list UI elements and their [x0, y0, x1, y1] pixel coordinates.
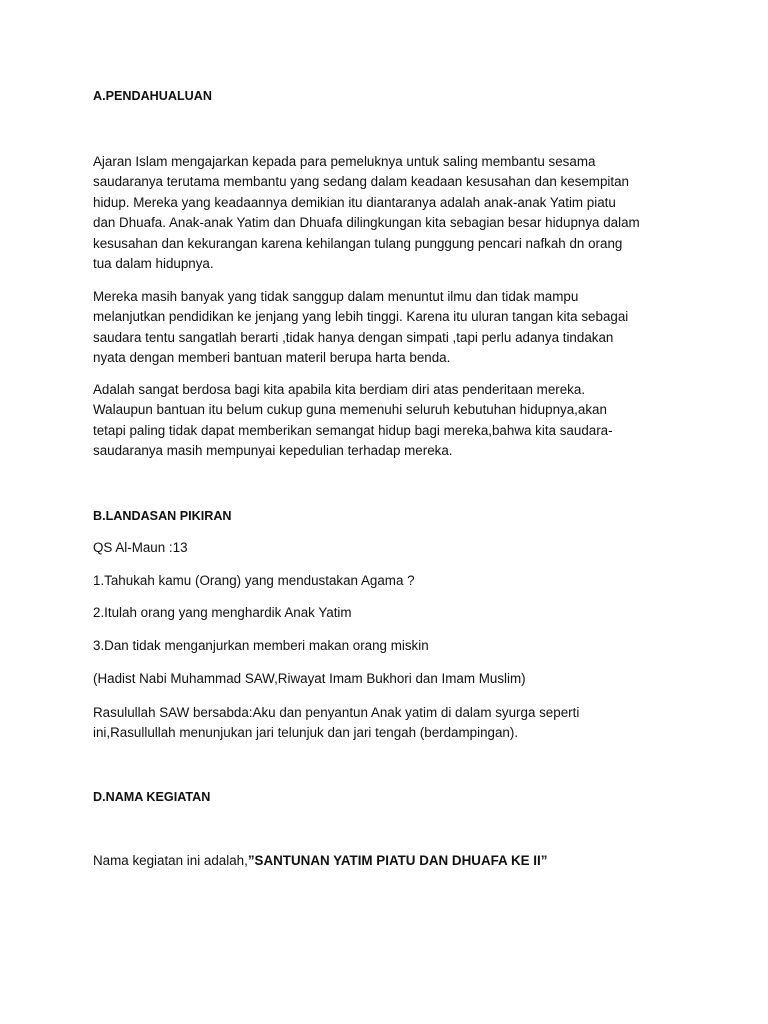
paragraph-line: Adalah sangat berdosa bagi kita apabila kita berdiam diri atas penderitaan mereka. [93, 382, 586, 397]
paragraph-line: nyata dengan memberi bantuan materil berupa harta benda. [93, 350, 451, 366]
paragraph-line: melanjutkan pendidikan ke jenjang yang lebih tinggi. Karena itu uluran tangan kita sebagai [93, 309, 629, 325]
section-a-heading: A.PENDAHUALUAN [93, 89, 212, 103]
section-a-paragraph-1 [93, 152, 640, 274]
list-item-3: 3.Dan tidak menganjurkan memberi makan orang miskin [93, 638, 429, 653]
paragraph-line: Mereka masih banyak yang tidak sanggup dalam menuntut ilmu dan tidak mampu [93, 289, 579, 304]
paragraph-line: saudara tentu sangatlah berarti ,tidak hanya dengan simpati ,tapi perlu adanya tindakan [93, 329, 614, 345]
paragraph-line: saudaranya terutama membantu yang sedang dalam keadaan kesusahan dan kesempitan [93, 174, 629, 190]
section-b-heading: B.LANDASAN PIKIRAN [93, 509, 232, 523]
section-d-heading: D.NAMA KEGIATAN [93, 790, 211, 804]
paragraph-line: Rasulullah SAW bersabda:Aku dan penyantun Anak yatim di dalam syurga seperti [93, 705, 580, 720]
list-item-2: 2.Itulah orang yang menghardik Anak Yatim [93, 605, 352, 620]
activity-name-line [93, 853, 547, 868]
paragraph-line: tua dalam hidupnya. [93, 256, 214, 272]
paragraph-line: hidup. Mereka yang keadaannya demikian itu diantaranya adalah anak-anak Yatim piatu [93, 194, 616, 210]
paragraph-line: Walaupun bantuan itu belum cukup guna memenuhi seluruh kebutuhan hidupnya,akan [93, 402, 607, 418]
paragraph-line: tetapi paling tidak dapat memberikan semangat hidup bagi mereka,bahwa kita saudara- [93, 422, 613, 438]
activity-intro: Nama kegiatan ini adalah, [93, 853, 248, 868]
list-item-1: 1.Tahukah kamu (Orang) yang mendustakan Agama ? [93, 573, 415, 588]
paragraph-line: kesusahan dan kekurangan karena kehilangan tulang punggung pencari nafkah dn orang [93, 235, 623, 251]
rasul-quote [93, 703, 579, 744]
hadist-citation: (Hadist Nabi Muhammad SAW,Riwayat Imam Bukhori dan Imam Muslim) [93, 671, 526, 686]
activity-name: ”SANTUNAN YATIM PIATU DAN DHUAFA KE II” [247, 853, 548, 868]
paragraph-line: ini,Rasullullah menunjukan jari telunjuk dan jari tengah (berdampingan). [93, 725, 519, 741]
section-a-paragraph-3 [93, 380, 613, 462]
section-a-paragraph-2 [93, 287, 628, 369]
paragraph-line: saudaranya masih mempunyai kepedulian terhadap mereka. [93, 443, 453, 459]
qs-reference: QS Al-Maun :13 [93, 540, 188, 555]
paragraph-line: Ajaran Islam mengajarkan kepada para pemeluknya untuk saling membantu sesama [93, 154, 596, 169]
paragraph-line: dan Dhuafa. Anak-anak Yatim dan Dhuafa dilingkungan kita sebagian besar hidupnya dalam [93, 215, 640, 231]
